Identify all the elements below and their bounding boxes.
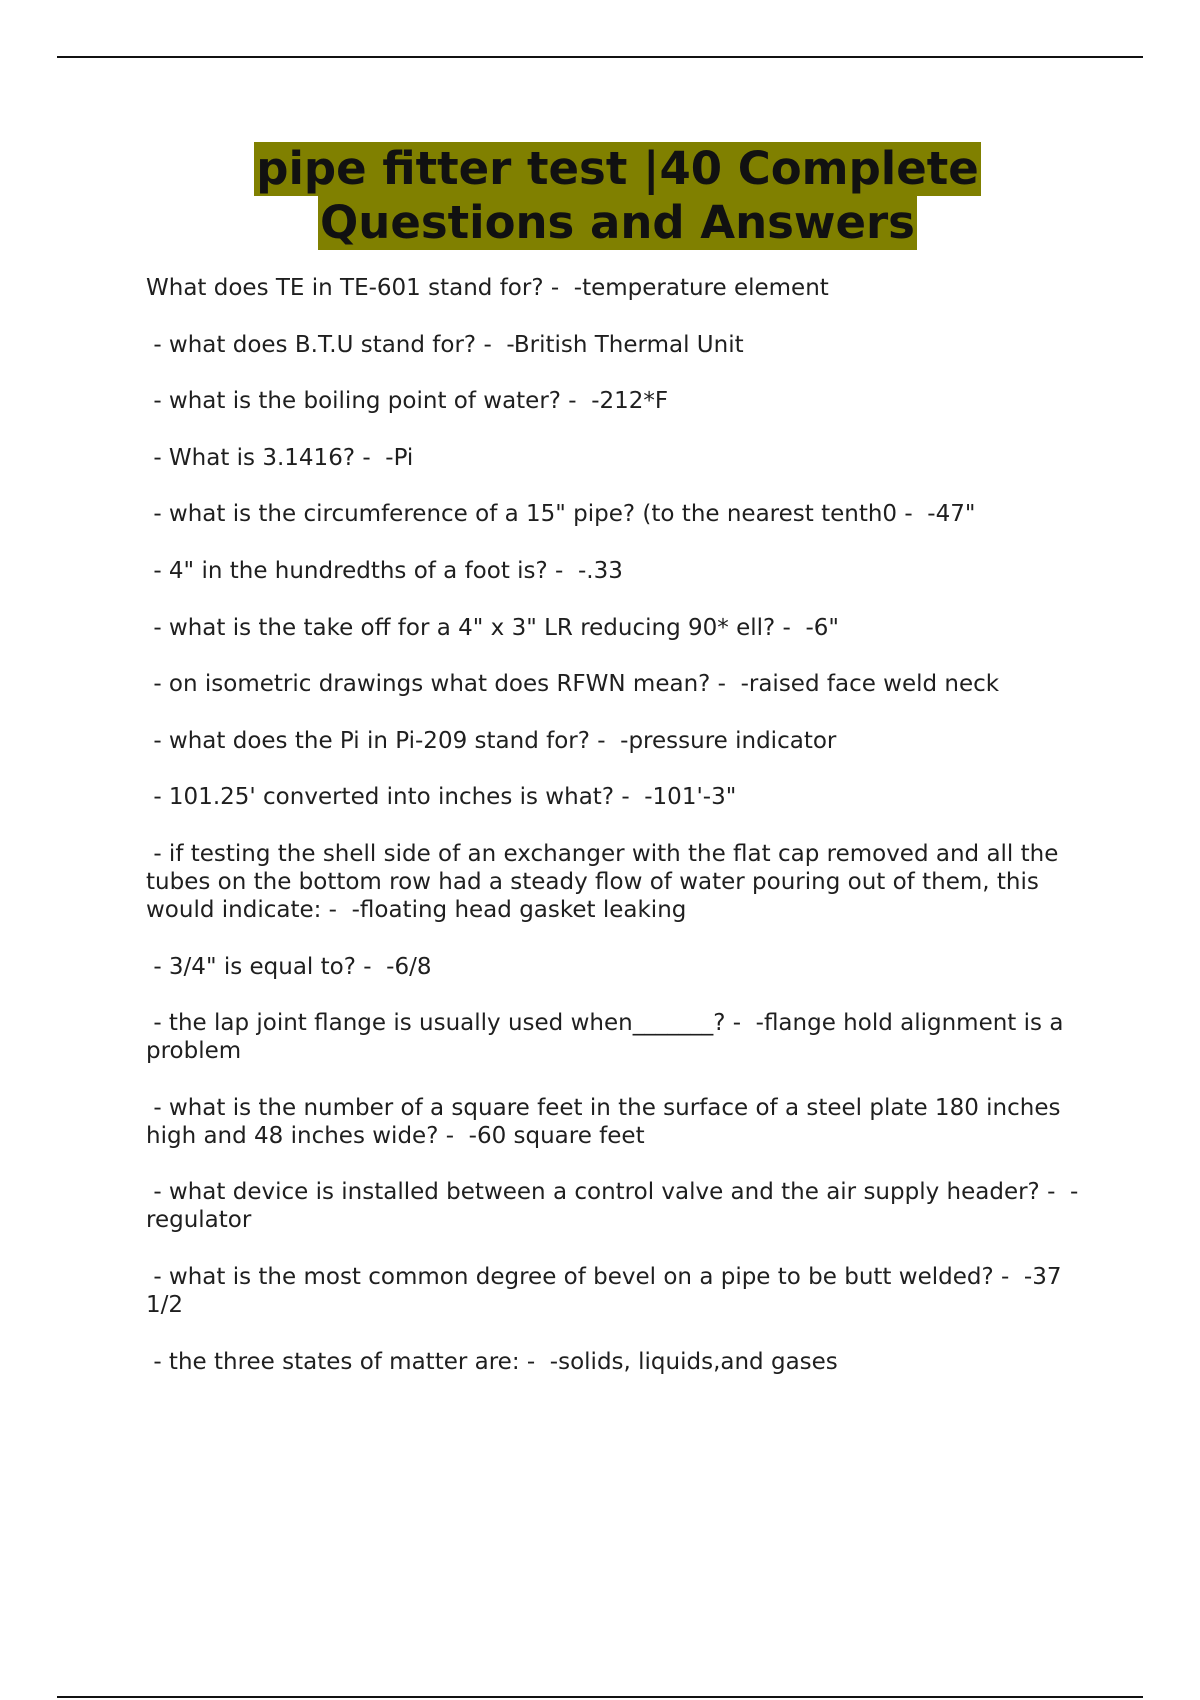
- qa-item: - 3/4" is equal to? - -6/8: [146, 953, 432, 980]
- qa-item: - what is the most common degree of bevel on a pipe to be butt welded? - -37 1/2: [146, 1263, 1069, 1318]
- qa-item: - what device is installed between a control valve and the air supply header? - -regulator: [146, 1179, 1079, 1234]
- qa-item: - what does B.T.U stand for? - -British Thermal Unit: [146, 331, 744, 358]
- qa-item: - on isometric drawings what does RFWN mean? - -raised face weld neck: [146, 671, 1000, 698]
- qa-item: - what does the Pi in Pi-209 stand for? - -pressure indicator: [146, 727, 837, 754]
- qa-item: - what is the circumference of a 15" pipe? (to the nearest tenth0 - -47": [146, 501, 976, 528]
- qa-item: - 101.25' converted into inches is what? - -101'-3": [146, 784, 737, 811]
- header-rule: [57, 56, 1143, 58]
- qa-item: - if testing the shell side of an exchanger with the flat cap removed and all the tubes on the bottom row had a steady flow of water pouring out of them, this would indicate: - -floating head gasket leaking: [146, 840, 1066, 923]
- qa-item: - What is 3.1416? - -Pi: [146, 444, 414, 471]
- document-title: [0, 142, 1200, 250]
- title-line-1: pipe fitter test |40 Complete: [256, 142, 979, 195]
- qa-item: - what is the take off for a 4" x 3" LR reducing 90* ell? - -6": [146, 614, 839, 641]
- qa-item: - the three states of matter are: - -solids, liquids,and gases: [146, 1348, 838, 1375]
- qa-item: - what is the boiling point of water? - -212*F: [146, 388, 669, 415]
- qa-item: - the lap joint flange is usually used when_______? - -flange hold alignment is a problem: [146, 1010, 1071, 1065]
- question-answer-list: [146, 274, 1096, 1404]
- title-line-2: Questions and Answers: [320, 196, 915, 249]
- qa-item: What does TE in TE-601 stand for? - -temperature element: [146, 275, 829, 301]
- qa-item: - 4" in the hundredths of a foot is? - -.33: [146, 557, 623, 584]
- footer-rule: [57, 1696, 1143, 1698]
- qa-item: - what is the number of a square feet in the surface of a steel plate 180 inches high and 48 inches wide? - -60 square feet: [146, 1094, 1068, 1149]
